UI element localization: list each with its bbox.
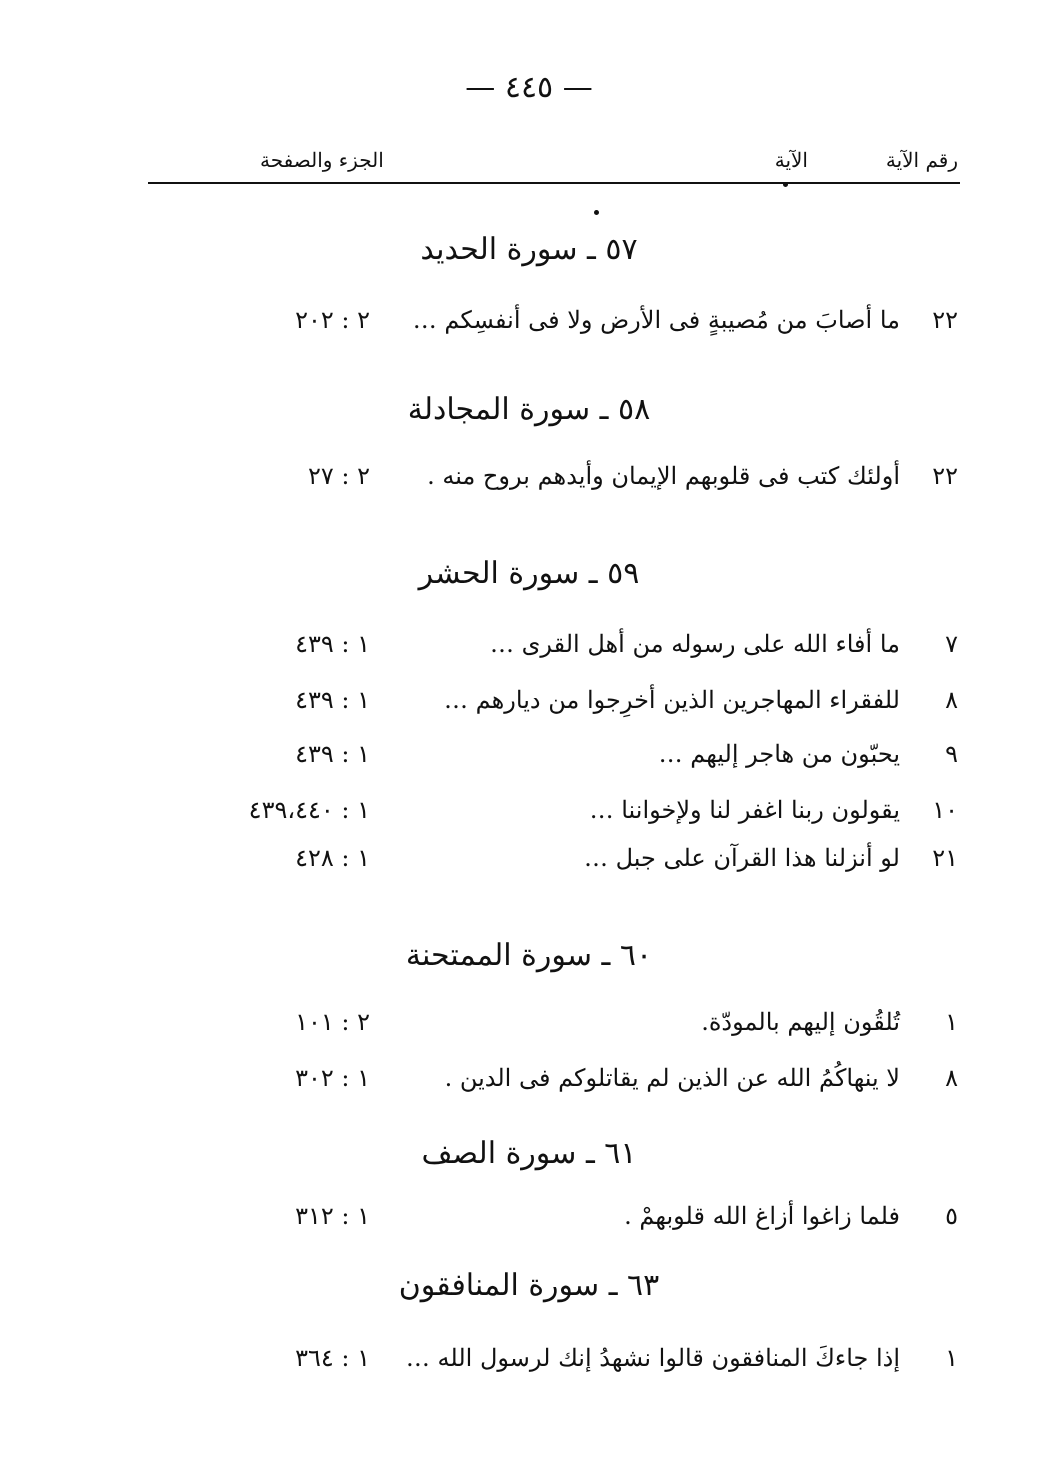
part-page-ref: ١ : ٣١٢ <box>295 1202 370 1230</box>
part-page-ref: ٢ : ١٠١ <box>295 1008 370 1036</box>
verse-text: فلما زاغوا أزاغ الله قلوبهمْ . <box>624 1202 900 1230</box>
part-page-ref: ١ : ٤٣٩،٤٤٠ <box>248 796 370 824</box>
index-entry <box>0 462 1058 506</box>
header-dot <box>783 182 788 187</box>
surah-title-63: ٦٣ ـ سورة المنافقون <box>398 1268 660 1303</box>
verse-text: إذا جاءكَ المنافقون قالوا نشهدُ إنك لرسول الله … <box>405 1344 900 1372</box>
verse-number: ٢٢ <box>932 306 958 334</box>
verse-text: للفقراء المهاجرين الذين أخرِجوا من ديارهم … <box>444 686 900 714</box>
index-entry <box>0 306 1058 350</box>
index-entry <box>0 1202 1058 1246</box>
index-entry <box>0 686 1058 730</box>
index-entry <box>0 1008 1058 1052</box>
surah-title-59: ٥٩ ـ سورة الحشر <box>418 556 640 591</box>
part-page-ref: ١ : ٤٢٨ <box>295 844 370 872</box>
verse-text: يقولون ربنا اغفر لنا ولإخواننا … <box>589 796 900 824</box>
surah-title-58: ٥٨ ـ سورة المجادلة <box>407 392 651 427</box>
part-page-ref: ١ : ٣٠٢ <box>295 1064 370 1092</box>
verse-text: لو أنزلنا هذا القرآن على جبل … <box>583 844 900 872</box>
surah-title-57: ٥٧ ـ سورة الحديد <box>420 232 638 267</box>
header-rule <box>148 182 960 184</box>
surah-title-61: ٦١ ـ سورة الصف <box>421 1136 637 1171</box>
index-entry <box>0 630 1058 674</box>
part-page-ref: ١ : ٤٣٩ <box>295 686 370 714</box>
verse-text: تُلقُون إليهم بالمودّة. <box>701 1008 900 1036</box>
verse-text: أولئك كتب فى قلوبهم الإيمان وأيدهم بروح منه . <box>427 462 900 490</box>
header-part-page: الجزء والصفحة <box>260 148 384 172</box>
verse-number: ١ <box>945 1344 958 1372</box>
index-entry <box>0 740 1058 784</box>
surah-title-60: ٦٠ ـ سورة الممتحنة <box>405 938 653 973</box>
index-entry <box>0 844 1058 888</box>
verse-text: يحبّون من هاجر إليهم … <box>658 740 900 768</box>
index-entry <box>0 1064 1058 1108</box>
header-verse-number: رقم الآية <box>885 148 958 172</box>
speck-dot <box>594 210 599 215</box>
verse-text: ما أصابَ من مُصيبةٍ فى الأرض ولا فى أنفسِكم … <box>412 306 900 334</box>
verse-number: ٩ <box>945 740 958 768</box>
index-entry <box>0 1344 1058 1388</box>
header-verse: الآية <box>774 148 808 172</box>
verse-number: ٥ <box>945 1202 958 1230</box>
verse-number: ٨ <box>945 686 958 714</box>
verse-number: ٨ <box>945 1064 958 1092</box>
page-number: — ٤٤٥ — <box>465 70 593 105</box>
index-entry <box>0 796 1058 840</box>
verse-number: ١٠ <box>932 796 958 824</box>
part-page-ref: ٢ : ٢٠٢ <box>295 306 370 334</box>
verse-number: ١ <box>945 1008 958 1036</box>
part-page-ref: ١ : ٣٦٤ <box>295 1344 370 1372</box>
verse-text: لا ينهاكُمُ الله عن الذين لم يقاتلوكم فى الدين . <box>444 1064 900 1092</box>
verse-number: ٢١ <box>932 844 958 872</box>
verse-text: ما أفاء الله على رسوله من أهل القرى … <box>489 630 900 658</box>
part-page-ref: ١ : ٤٣٩ <box>295 740 370 768</box>
verse-number: ٢٢ <box>932 462 958 490</box>
part-page-ref: ١ : ٤٣٩ <box>295 630 370 658</box>
verse-number: ٧ <box>945 630 958 658</box>
part-page-ref: ٢ : ٢٧ <box>307 462 370 490</box>
